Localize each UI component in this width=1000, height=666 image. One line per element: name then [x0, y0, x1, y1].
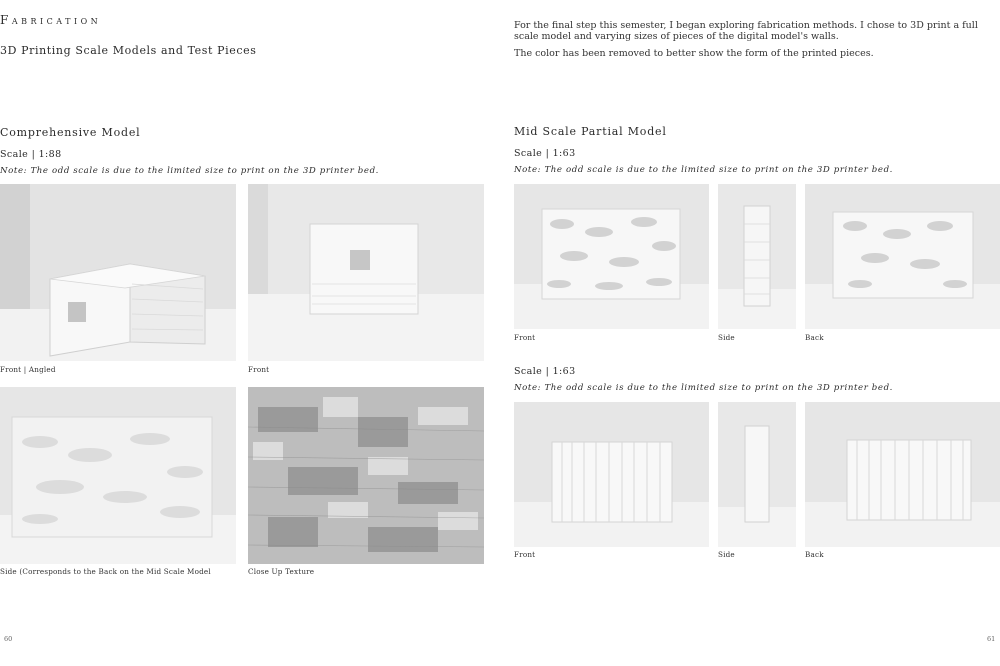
caption-mid-back-1: Back — [805, 333, 824, 342]
page-number-left: 60 — [4, 635, 13, 643]
caption-mid-side-2: Side — [718, 550, 735, 559]
photo-mid-side-2 — [718, 402, 796, 547]
comprehensive-model-scale: Scale | 1:88 — [0, 149, 62, 160]
intro-paragraph-2: The color has been removed to better show the form of the printed pieces. — [514, 48, 874, 59]
caption-front: Front — [248, 365, 270, 374]
mid-scale-model-heading: Mid Scale Partial Model — [514, 125, 667, 138]
mid-scale-group1-note: Note: The odd scale is due to the limited size to print on the 3D printer bed. — [514, 165, 894, 175]
photo-mid-front-1 — [514, 184, 709, 329]
caption-close-up-texture: Close Up Texture — [248, 567, 315, 576]
photo-front — [248, 184, 484, 361]
photo-front-angled — [0, 184, 236, 361]
spread-subtitle: 3D Printing Scale Models and Test Pieces — [0, 44, 257, 57]
mid-scale-group1-scale: Scale | 1:63 — [514, 148, 576, 159]
photo-mid-back-2 — [805, 402, 1000, 547]
photo-mid-front-2 — [514, 402, 709, 547]
photo-close-up-texture — [248, 387, 484, 564]
caption-mid-front-1: Front — [514, 333, 536, 342]
comprehensive-model-heading: Comprehensive Model — [0, 126, 141, 139]
caption-mid-back-2: Back — [805, 550, 824, 559]
photo-side — [0, 387, 236, 564]
spread-title: Fabrication — [0, 13, 102, 27]
caption-mid-front-2: Front — [514, 550, 536, 559]
photo-mid-side-1 — [718, 184, 796, 329]
comprehensive-model-note: Note: The odd scale is due to the limited size to print on the 3D printer bed. — [0, 166, 380, 176]
intro-text — [514, 20, 996, 65]
photo-mid-back-1 — [805, 184, 1000, 329]
intro-paragraph-1: For the final step this semester, I began exploring fabrication methods. I chose to 3D print a full scale model and varying sizes of pieces of the digital model's walls. — [514, 20, 978, 42]
caption-front-angled: Front | Angled — [0, 365, 56, 374]
caption-mid-side-1: Side — [718, 333, 735, 342]
caption-side: Side (Corresponds to the Back on the Mid Scale Model — [0, 567, 211, 576]
page-number-right: 61 — [987, 635, 996, 643]
mid-scale-group2-scale: Scale | 1:63 — [514, 366, 576, 377]
mid-scale-group2-note: Note: The odd scale is due to the limited size to print on the 3D printer bed. — [514, 383, 894, 393]
